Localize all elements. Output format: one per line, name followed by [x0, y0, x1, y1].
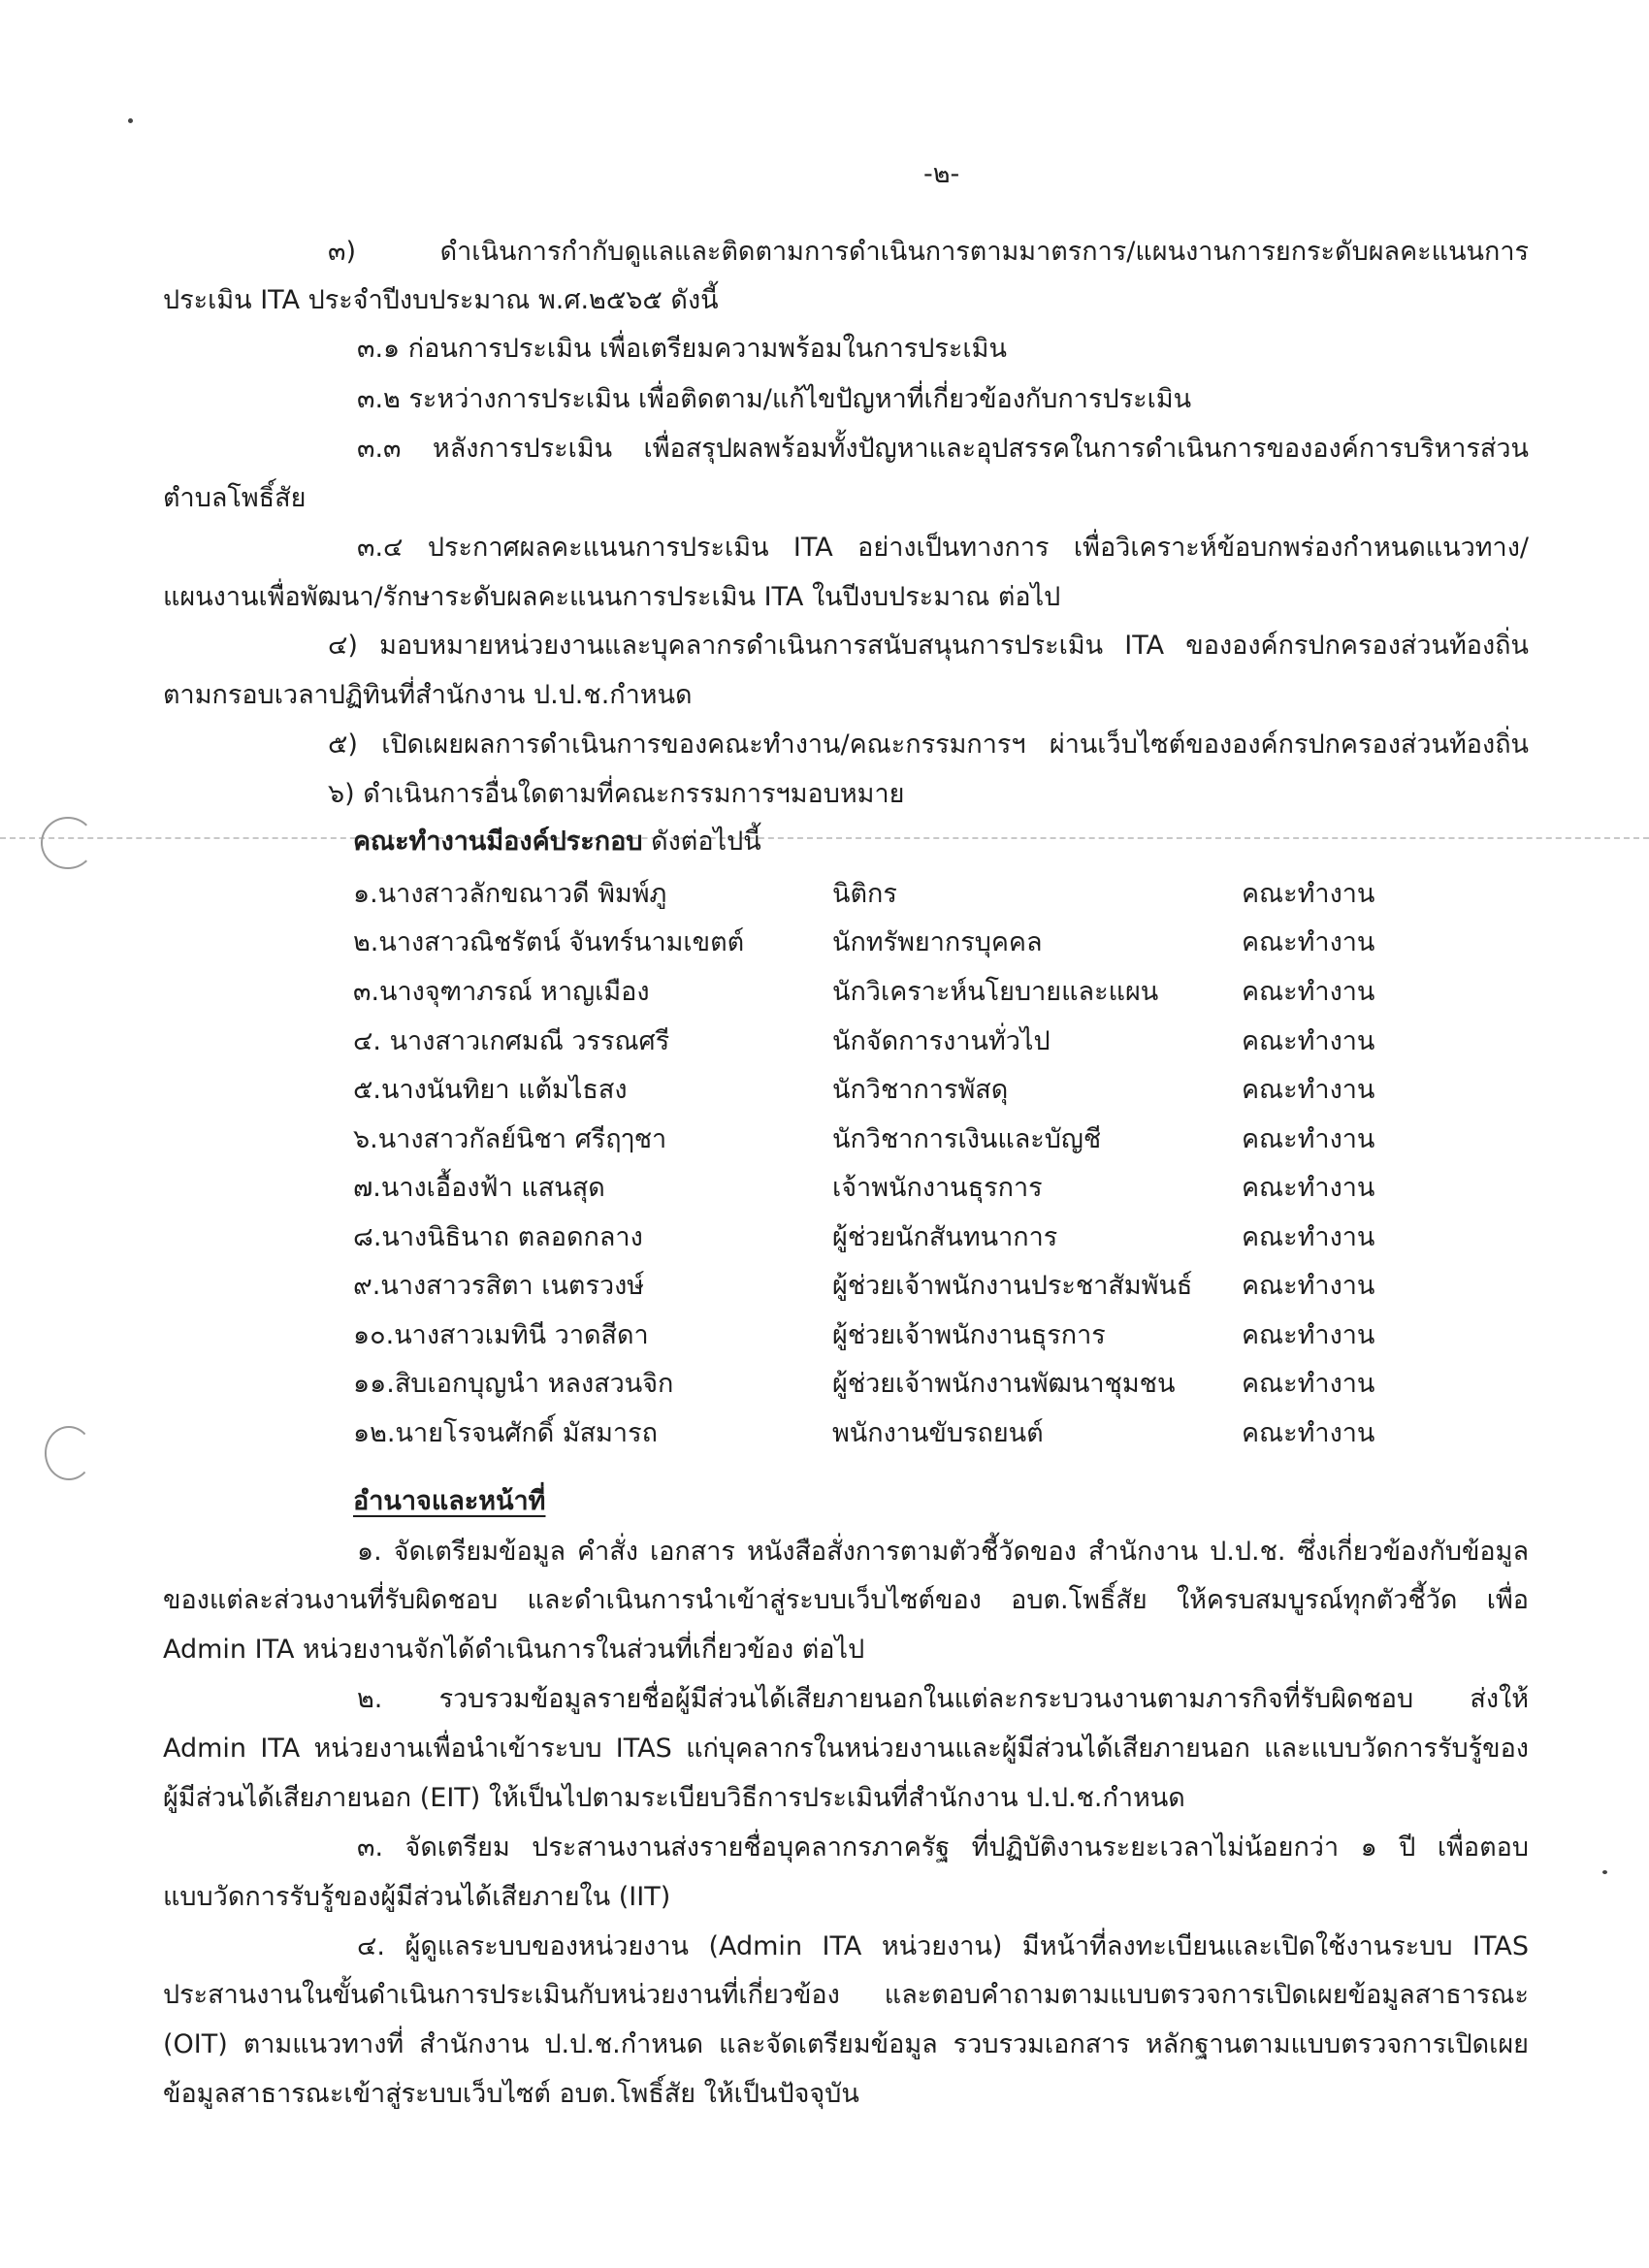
section-4-line-1: ๔) มอบหมายหน่วยงานและบุคลากรดำเนินการสนับสนุนการประเมิน ITA ขององค์กรปกครองส่วนท้องถิ่น [328, 631, 1529, 661]
duty-4-line-4: ข้อมูลสาธารณะเข้าสู่ระบบเว็บไซต์ อบต.โพธิ์สัย ให้เป็นปัจจุบัน [163, 2079, 859, 2109]
subitem-3-3-line-1: ๓.๓ หลังการประเมิน เพื่อสรุปผลพร้อมทั้งปัญหาและอุปสรรคในการดำเนินการขององค์การบริหารส่วน [357, 434, 1529, 464]
subitem-3-4-line-2: แผนงานเพื่อพัฒนา/รักษาระดับผลคะแนนการประเมิน ITA ในปีงบประมาณ ต่อไป [163, 582, 1061, 612]
member-position: นิติกร [832, 879, 897, 909]
member-position: ผู้ช่วยนักสันทนาการ [832, 1222, 1058, 1252]
subitem-3-1: ๓.๑ ก่อนการประเมิน เพื่อเตรียมความพร้อมในการประเมิน [357, 334, 1007, 364]
section-3-line-1: ๓) ดำเนินการกำกับดูแลและติดตามการดำเนินการตามมาตรการ/แผนงานการยกระดับผลคะแนนการ [328, 237, 1529, 267]
member-role: คณะทำงาน [1242, 1320, 1375, 1350]
subitem-3-2: ๓.๒ ระหว่างการประเมิน เพื่อติดตาม/แก้ไขปัญหาที่เกี่ยวข้องกับการประเมิน [357, 384, 1192, 414]
member-role: คณะทำงาน [1242, 1173, 1375, 1203]
member-role: คณะทำงาน [1242, 927, 1375, 957]
member-role: คณะทำงาน [1242, 1124, 1375, 1154]
member-role: คณะทำงาน [1242, 1418, 1375, 1448]
member-name: ๕.นางนันทิยา แต้มไธสง [353, 1075, 628, 1105]
duty-4-line-2: ประสานงานในขั้นดำเนินการประเมินกับหน่วยงานที่เกี่ยวข้อง และตอบคำถามตามแบบตรวจการเปิดเผยข้อมูลสาธารณะ [163, 1980, 1529, 2010]
duty-1-line-2: ของแต่ละส่วนงานที่รับผิดชอบ และดำเนินการนำเข้าสู่ระบบเว็บไซต์ของ อบต.โพธิ์สัย ให้ครบสมบูรณ์ทุกตัวชี้วัด เพื่อ [163, 1585, 1529, 1615]
duty-3-line-2: แบบวัดการรับรู้ของผู้มีส่วนได้เสียภายใน (IIT) [163, 1882, 671, 1912]
member-name: ๙.นางสาวรสิตา เนตรวงษ์ [353, 1271, 645, 1301]
committee-heading-rest: ดังต่อไปนี้ [642, 826, 761, 857]
duty-4-line-1: ๔. ผู้ดูแลระบบของหน่วยงาน (Admin ITA หน่วยงาน) มีหน้าที่ลงทะเบียนและเปิดใช้งานระบบ ITAS [357, 1931, 1529, 1961]
member-name: ๔. นางสาวเกศมณี วรรณศรี [353, 1026, 670, 1056]
section-5: ๕) เปิดเผยผลการดำเนินการของคณะทำงาน/คณะกรรมการฯ ผ่านเว็บไซต์ขององค์กรปกครองส่วนท้องถิ่น [328, 729, 1529, 760]
duties-heading: อำนาจและหน้าที่ [353, 1486, 546, 1516]
member-role: คณะทำงาน [1242, 1369, 1375, 1399]
member-position: นักทรัพยากรบุคคล [832, 927, 1043, 957]
member-position: พนักงานขับรถยนต์ [832, 1418, 1044, 1448]
duty-3-line-1: ๓. จัดเตรียม ประสานงานส่งรายชื่อบุคลากรภาครัฐ ที่ปฏิบัติงานระยะเวลาไม่น้อยกว่า ๑ ปี เพื่อตอบ [357, 1832, 1529, 1863]
committee-heading [353, 823, 761, 861]
member-position: ผู้ช่วยเจ้าพนักงานพัฒนาชุมชน [832, 1369, 1176, 1399]
member-position: เจ้าพนักงานธุรการ [832, 1173, 1043, 1203]
duty-2-line-3: ผู้มีส่วนได้เสียภายนอก (EIT) ให้เป็นไปตามระเบียบวิธีการประเมินที่สำนักงาน ป.ป.ช.กำหนด [163, 1783, 1185, 1813]
section-3-line-2: ประเมิน ITA ประจำปีงบประมาณ พ.ศ.๒๕๖๕ ดังนี้ [163, 285, 719, 315]
member-role: คณะทำงาน [1242, 879, 1375, 909]
duty-2-line-1: ๒. รวบรวมข้อมูลรายชื่อผู้มีส่วนได้เสียภายนอกในแต่ละกระบวนงานตามภารกิจที่รับผิดชอบ ส่งให้ [357, 1684, 1529, 1714]
member-role: คณะทำงาน [1242, 1222, 1375, 1252]
duty-1-line-3: Admin ITA หน่วยงานจักได้ดำเนินการในส่วนที่เกี่ยวข้อง ต่อไป [163, 1635, 865, 1665]
scan-speck [128, 118, 133, 123]
member-name: ๒.นางสาวณิชรัตน์ จันทร์นามเขตต์ [353, 927, 745, 957]
member-position: ผู้ช่วยเจ้าพนักงานธุรการ [832, 1320, 1106, 1350]
member-position: ผู้ช่วยเจ้าพนักงานประชาสัมพันธ์ [832, 1271, 1193, 1301]
duty-1-line-1: ๑. จัดเตรียมข้อมูล คำสั่ง เอกสาร หนังสือสั่งการตามตัวชี้วัดของ สำนักงาน ป.ป.ช. ซึ่งเกี่ยวข้องกับข้อมูล [357, 1537, 1529, 1567]
fold-line [0, 837, 1649, 839]
member-name: ๖.นางสาวกัลย์นิชา ศรีฤๅชา [353, 1124, 667, 1154]
punch-hole-top [41, 817, 95, 869]
member-position: นักจัดการงานทั่วไป [832, 1026, 1051, 1056]
member-role: คณะทำงาน [1242, 1026, 1375, 1056]
member-position: นักวิชาการเงินและบัญชี [832, 1124, 1102, 1154]
member-name: ๑๐.นางสาวเมทินี วาดสีดา [353, 1320, 649, 1350]
subitem-3-3-line-2: ตำบลโพธิ์สัย [163, 483, 307, 513]
section-4-line-2: ตามกรอบเวลาปฏิทินที่สำนักงาน ป.ป.ช.กำหนด [163, 680, 693, 710]
punch-hole-bottom [45, 1426, 93, 1480]
scan-speck [1602, 1870, 1607, 1874]
member-name: ๑.นางสาวลักขณาวดี พิมพ์ภู [353, 879, 667, 909]
duty-2-line-2: Admin ITA หน่วยงานเพื่อนำเข้าระบบ ITAS แก่บุคลากรในหน่วยงานและผู้มีส่วนได้เสียภายนอก และแบบวัดการรับรู้ของ [163, 1733, 1529, 1764]
member-position: นักวิชาการพัสดุ [832, 1075, 1009, 1105]
member-role: คณะทำงาน [1242, 1075, 1375, 1105]
duty-4-line-3: (OIT) ตามแนวทางที่ สำนักงาน ป.ป.ช.กำหนด และจัดเตรียมข้อมูล รวบรวมเอกสาร หลักฐานตามแบบตรวจการเปิดเผย [163, 2029, 1529, 2059]
committee-heading-bold: คณะทำงานมีองค์ประกอบ [353, 826, 643, 857]
section-6: ๖) ดำเนินการอื่นใดตามที่คณะกรรมการฯมอบหมาย [328, 779, 905, 809]
subitem-3-4-line-1: ๓.๔ ประกาศผลคะแนนการประเมิน ITA อย่างเป็นทางการ เพื่อวิเคราะห์ข้อบกพร่องกำหนดแนวทาง/ [357, 533, 1529, 563]
member-name: ๗.นางเอื้องฟ้า แสนสุด [353, 1173, 605, 1203]
member-position: นักวิเคราะห์นโยบายและแผน [832, 977, 1159, 1007]
member-role: คณะทำงาน [1242, 977, 1375, 1007]
member-name: ๑๒.นายโรจนศักดิ์ มัสมารถ [353, 1418, 658, 1448]
page-number: -๒- [923, 159, 960, 189]
member-role: คณะทำงาน [1242, 1271, 1375, 1301]
member-name: ๓.นางจุฑาภรณ์ หาญเมือง [353, 977, 650, 1007]
member-name: ๑๑.สิบเอกบุญนำ หลงสวนจิก [353, 1369, 674, 1399]
member-name: ๘.นางนิธินาถ ตลอดกลาง [353, 1222, 643, 1252]
